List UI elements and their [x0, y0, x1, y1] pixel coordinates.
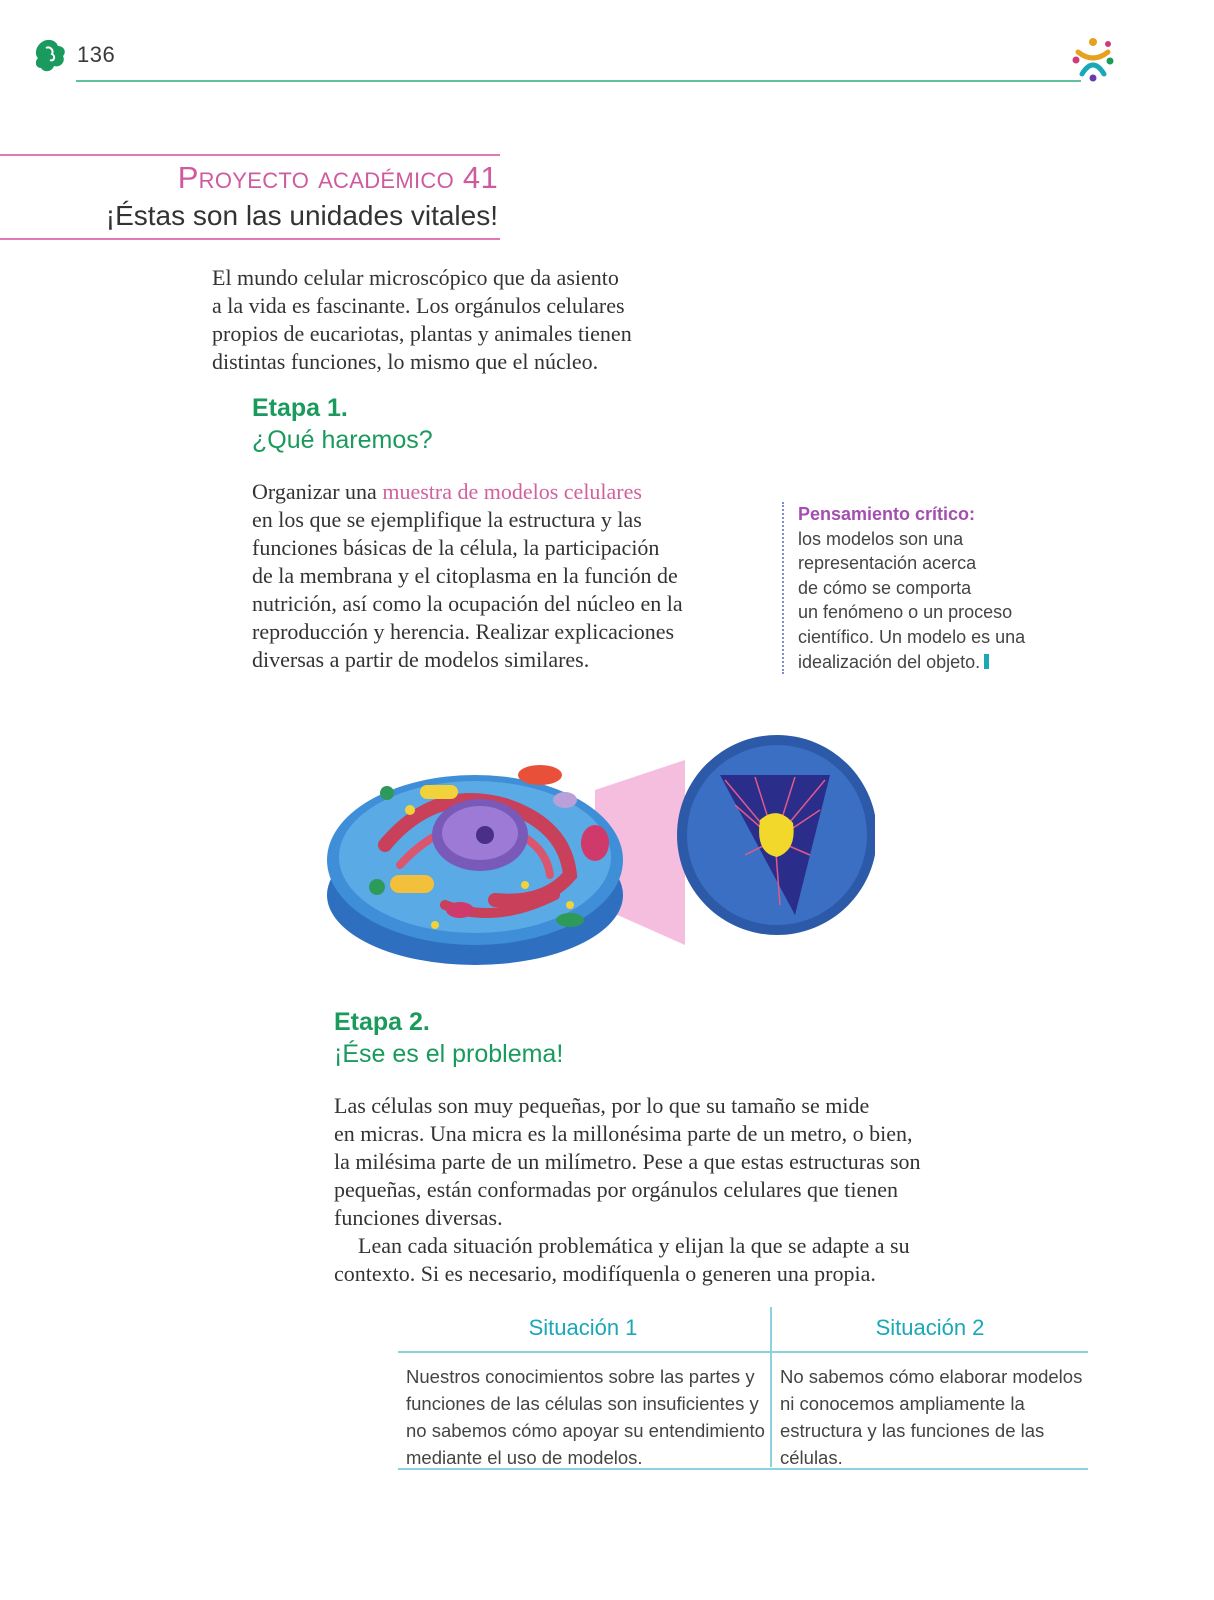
- book-logo-icon: [34, 38, 68, 74]
- critical-line: los modelos son una: [798, 528, 964, 549]
- situation-1-line: mediante el uso de modelos.: [406, 1447, 643, 1468]
- table-bottom-rule: [398, 1468, 1088, 1470]
- situation-1-header: Situación 1: [528, 1315, 638, 1340]
- stage1-line: reproducción y herencia. Realizar explicaciones: [252, 619, 675, 644]
- page-number: 136: [77, 42, 116, 67]
- intro-line: a la vida es fascinante. Los orgánulos celulares: [212, 293, 625, 318]
- project-subtitle: ¡Éstas son las unidades vitales!: [105, 200, 498, 231]
- cell-illustration: [325, 735, 875, 975]
- stage2-line: Lean cada situación problemática y elijan la que se adapte a su: [358, 1233, 910, 1258]
- stage1-line: funciones básicas de la célula, la participación: [252, 535, 660, 560]
- stage2-title: Etapa 2.: [334, 1008, 430, 1036]
- stage2-line: en micras. Una micra es la millonésima parte de un metro, o bien,: [334, 1121, 913, 1146]
- stage1-prefix: Organizar una: [252, 479, 383, 504]
- stage1-line: de la membrana y el citoplasma en la función de: [252, 563, 678, 588]
- stage2-paragraph: [334, 1092, 974, 1288]
- stage1-subtitle: ¿Qué haremos?: [252, 426, 433, 454]
- end-mark-icon: [984, 654, 989, 669]
- situation-2-line: ni conocemos ampliamente la: [780, 1393, 1025, 1414]
- critical-line-last: idealización del objeto.: [798, 650, 1063, 675]
- title-rule-bottom: [0, 238, 500, 240]
- stage1-highlight: muestra de modelos celulares: [382, 479, 642, 504]
- situation-1-line: no sabemos cómo apoyar su entendimiento: [406, 1420, 765, 1441]
- critical-thinking-title: Pensamiento crítico:: [798, 504, 976, 524]
- critical-line: un fenómeno o un proceso: [798, 602, 1013, 623]
- stage2-line: funciones diversas.: [334, 1205, 503, 1230]
- critical-line: representación acerca: [798, 553, 977, 574]
- stage2-line: la milésima parte de un milímetro. Pese a que estas estructuras son: [334, 1149, 921, 1174]
- situation-1-line: Nuestros conocimientos sobre las partes y: [406, 1366, 755, 1387]
- table-header-rule: [398, 1351, 1088, 1353]
- situation-2-line: estructura y las funciones de las: [780, 1420, 1045, 1441]
- stage2-subtitle: ¡Ése es el problema!: [334, 1040, 564, 1068]
- stage1-line: diversas a partir de modelos similares.: [252, 647, 590, 672]
- stage1-title: Etapa 1.: [252, 394, 348, 422]
- intro-paragraph: [212, 264, 672, 376]
- stage1-line: en los que se ejemplifique la estructura y las: [252, 507, 642, 532]
- situation-2-header: Situación 2: [875, 1315, 985, 1340]
- people-logo-icon: [1068, 34, 1118, 84]
- stage1-paragraph: [252, 478, 722, 674]
- situation-1-line: funciones de las células son insuficientes y: [406, 1393, 759, 1414]
- stage1-first-line: [252, 478, 722, 506]
- project-title: Proyecto académico 41: [177, 160, 498, 195]
- critical-thinking-box: [782, 502, 1063, 674]
- situation-2-line: No sabemos cómo elaborar modelos: [780, 1366, 1083, 1387]
- situation-2-text: [780, 1363, 1085, 1471]
- stage2-line: pequeñas, están conformadas por orgánulos celulares que tienen: [334, 1177, 899, 1202]
- situation-1-text: [406, 1363, 766, 1471]
- critical-line: de cómo se comporta: [798, 577, 972, 598]
- intro-line: propios de eucariotas, plantas y animales tienen: [212, 321, 632, 346]
- header-rule: [76, 80, 1081, 82]
- stage1-line: nutrición, así como la ocupación del núcleo en la: [252, 591, 683, 616]
- situation-2-line: células.: [780, 1447, 843, 1468]
- title-rule-top: [0, 154, 500, 156]
- intro-line: El mundo celular microscópico que da asiento: [212, 265, 619, 290]
- intro-line: distintas funciones, lo mismo que el núcleo.: [212, 349, 599, 374]
- stage2-line: contexto. Si es necesario, modifíquenla o generen una propia.: [334, 1261, 876, 1286]
- stage2-line: Las células son muy pequeñas, por lo que su tamaño se mide: [334, 1093, 870, 1118]
- critical-line: científico. Un modelo es una: [798, 626, 1026, 647]
